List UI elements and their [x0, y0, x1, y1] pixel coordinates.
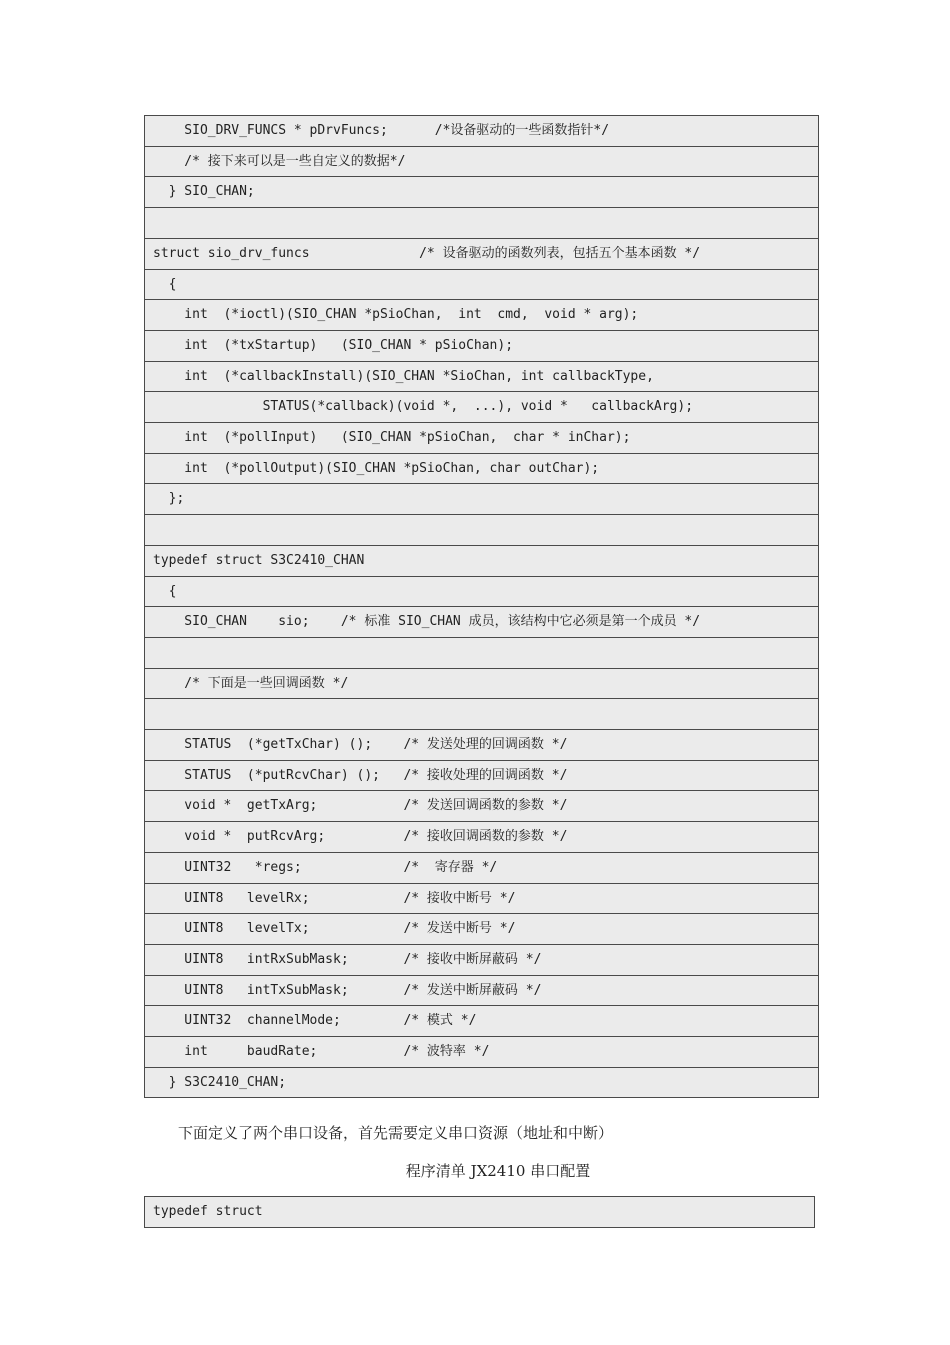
code-line-row: [145, 300, 819, 331]
code-line: };: [145, 484, 819, 515]
code-line: int (*callbackInstall)(SIO_CHAN *SioChan, int callbackType,: [145, 361, 819, 392]
code-line: {: [145, 576, 819, 607]
code-line-row: [145, 1006, 819, 1037]
code-line: int baudRate; /* 波特率 */: [145, 1037, 819, 1068]
code-line-row: [145, 361, 819, 392]
code-line-row: [145, 576, 819, 607]
code-line: SIO_CHAN sio; /* 标准 SIO_CHAN 成员，该结构中它必须是第一个成员 */: [145, 607, 819, 638]
code-line-row: [145, 330, 819, 361]
code-block-2: [144, 1196, 815, 1228]
code-line: UINT8 intRxSubMask; /* 接收中断屏蔽码 */: [145, 944, 819, 975]
code-line: /* 下面是一些回调函数 */: [145, 668, 819, 699]
code-line-row: [145, 177, 819, 208]
code-line: [145, 699, 819, 730]
code-line-row: [145, 392, 819, 423]
code-line-row: [145, 760, 819, 791]
code-line: STATUS (*getTxChar) (); /* 发送处理的回调函数 */: [145, 730, 819, 761]
code-line: void * getTxArg; /* 发送回调函数的参数 */: [145, 791, 819, 822]
code-line-row: [145, 269, 819, 300]
code-line-row: [145, 453, 819, 484]
code-line: [145, 515, 819, 546]
code-line: } SIO_CHAN;: [145, 177, 819, 208]
code-line-row: [145, 515, 819, 546]
code-line-row: [145, 238, 819, 269]
code-line-row: [145, 545, 819, 576]
code-line: void * putRcvArg; /* 接收回调函数的参数 */: [145, 822, 819, 853]
code-line-row: [145, 852, 819, 883]
code-line: UINT8 levelTx; /* 发送中断号 */: [145, 914, 819, 945]
code-line-row: [145, 423, 819, 454]
code-line: STATUS (*putRcvChar) (); /* 接收处理的回调函数 */: [145, 760, 819, 791]
code-line: int (*ioctl)(SIO_CHAN *pSioChan, int cmd, void * arg);: [145, 300, 819, 331]
code-line-row: [145, 730, 819, 761]
code-line-row: [145, 883, 819, 914]
code-line: [145, 208, 819, 239]
code-line: int (*pollOutput)(SIO_CHAN *pSioChan, char outChar);: [145, 453, 819, 484]
code-line: typedef struct S3C2410_CHAN: [145, 545, 819, 576]
code-line-row: [145, 975, 819, 1006]
code-line-row: [145, 116, 819, 147]
code-line-row: [145, 699, 819, 730]
code-line-row: [145, 944, 819, 975]
code-line-row: [145, 637, 819, 668]
code-line: {: [145, 269, 819, 300]
code-line-row: [145, 914, 819, 945]
code-line: } S3C2410_CHAN;: [145, 1067, 819, 1098]
code-line-row: [145, 822, 819, 853]
code-line: UINT8 levelRx; /* 接收中断号 */: [145, 883, 819, 914]
code-line: UINT8 intTxSubMask; /* 发送中断屏蔽码 */: [145, 975, 819, 1006]
listing-caption: 程序清单 JX2410 串口配置: [405, 1162, 591, 1180]
code-line: UINT32 channelMode; /* 模式 */: [145, 1006, 819, 1037]
code-line-row: [145, 1197, 815, 1228]
code-line: int (*txStartup) (SIO_CHAN * pSioChan);: [145, 330, 819, 361]
code-line: SIO_DRV_FUNCS * pDrvFuncs; /*设备驱动的一些函数指针*/: [145, 116, 819, 147]
code-line: [145, 637, 819, 668]
code-line: UINT32 *regs; /* 寄存器 */: [145, 852, 819, 883]
code-line-row: [145, 1037, 819, 1068]
code-line: /* 接下来可以是一些自定义的数据*/: [145, 146, 819, 177]
code-line: int (*pollInput) (SIO_CHAN *pSioChan, char * inChar);: [145, 423, 819, 454]
code-line-row: [145, 791, 819, 822]
code-line-row: [145, 607, 819, 638]
code-line: STATUS(*callback)(void *, ...), void * callbackArg);: [145, 392, 819, 423]
code-block-1: [144, 115, 819, 1098]
code-line-row: [145, 146, 819, 177]
code-line-row: [145, 668, 819, 699]
body-paragraph: 下面定义了两个串口设备，首先需要定义串口资源（地址和中断）: [178, 1124, 614, 1142]
code-line: struct sio_drv_funcs /* 设备驱动的函数列表，包括五个基本函数 */: [145, 238, 819, 269]
code-line-row: [145, 208, 819, 239]
code-line-row: [145, 1067, 819, 1098]
code-line-row: [145, 484, 819, 515]
code-line: typedef struct: [145, 1197, 815, 1228]
